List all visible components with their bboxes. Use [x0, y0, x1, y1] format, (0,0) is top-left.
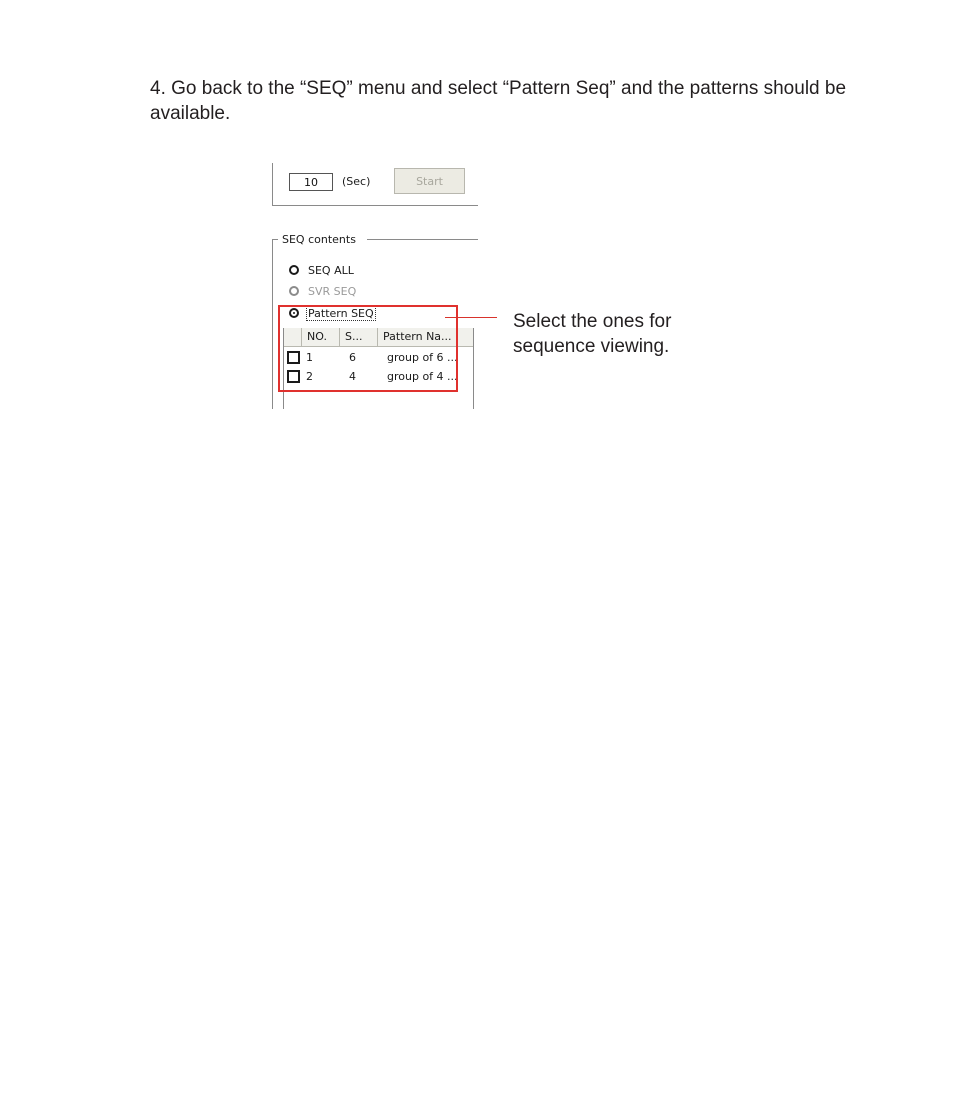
cell-no: 1 [306, 350, 313, 364]
cell-no: 2 [306, 369, 313, 383]
radio-seq-all[interactable] [289, 262, 354, 278]
instruction-text: 4. Go back to the “SEQ” menu and select “Pattern Seq” and the patterns should be available. [150, 78, 847, 124]
start-button[interactable]: Start [394, 168, 465, 194]
seq-contents-title: SEQ contents [282, 233, 356, 246]
callout-leader-line [445, 317, 497, 318]
groupbox-border [367, 239, 478, 240]
interval-seconds-input[interactable] [289, 173, 333, 191]
cell-pattern-name: group of 6 ... [387, 350, 458, 364]
cell-s: 4 [349, 369, 356, 383]
highlight-box [278, 305, 458, 392]
column-header-s[interactable]: S... [340, 328, 378, 346]
interval-unit-label: (Sec) [342, 175, 371, 188]
radio-button-icon [289, 286, 299, 296]
groupbox-border [272, 239, 273, 409]
cell-pattern-name: group of 4 ... [387, 369, 458, 383]
radio-label: SEQ ALL [308, 263, 354, 277]
cell-s: 6 [349, 350, 356, 364]
column-header-pattern-name[interactable]: Pattern Na... [383, 330, 452, 343]
callout-text: Select the ones for sequence viewing. [513, 311, 672, 357]
radio-button-icon[interactable] [289, 265, 299, 275]
timer-section [272, 163, 478, 206]
column-header-no[interactable]: NO. [302, 328, 340, 346]
radio-label: Pattern SEQ [308, 306, 374, 320]
radio-label: SVR SEQ [308, 284, 357, 298]
radio-svr-seq [289, 283, 356, 299]
